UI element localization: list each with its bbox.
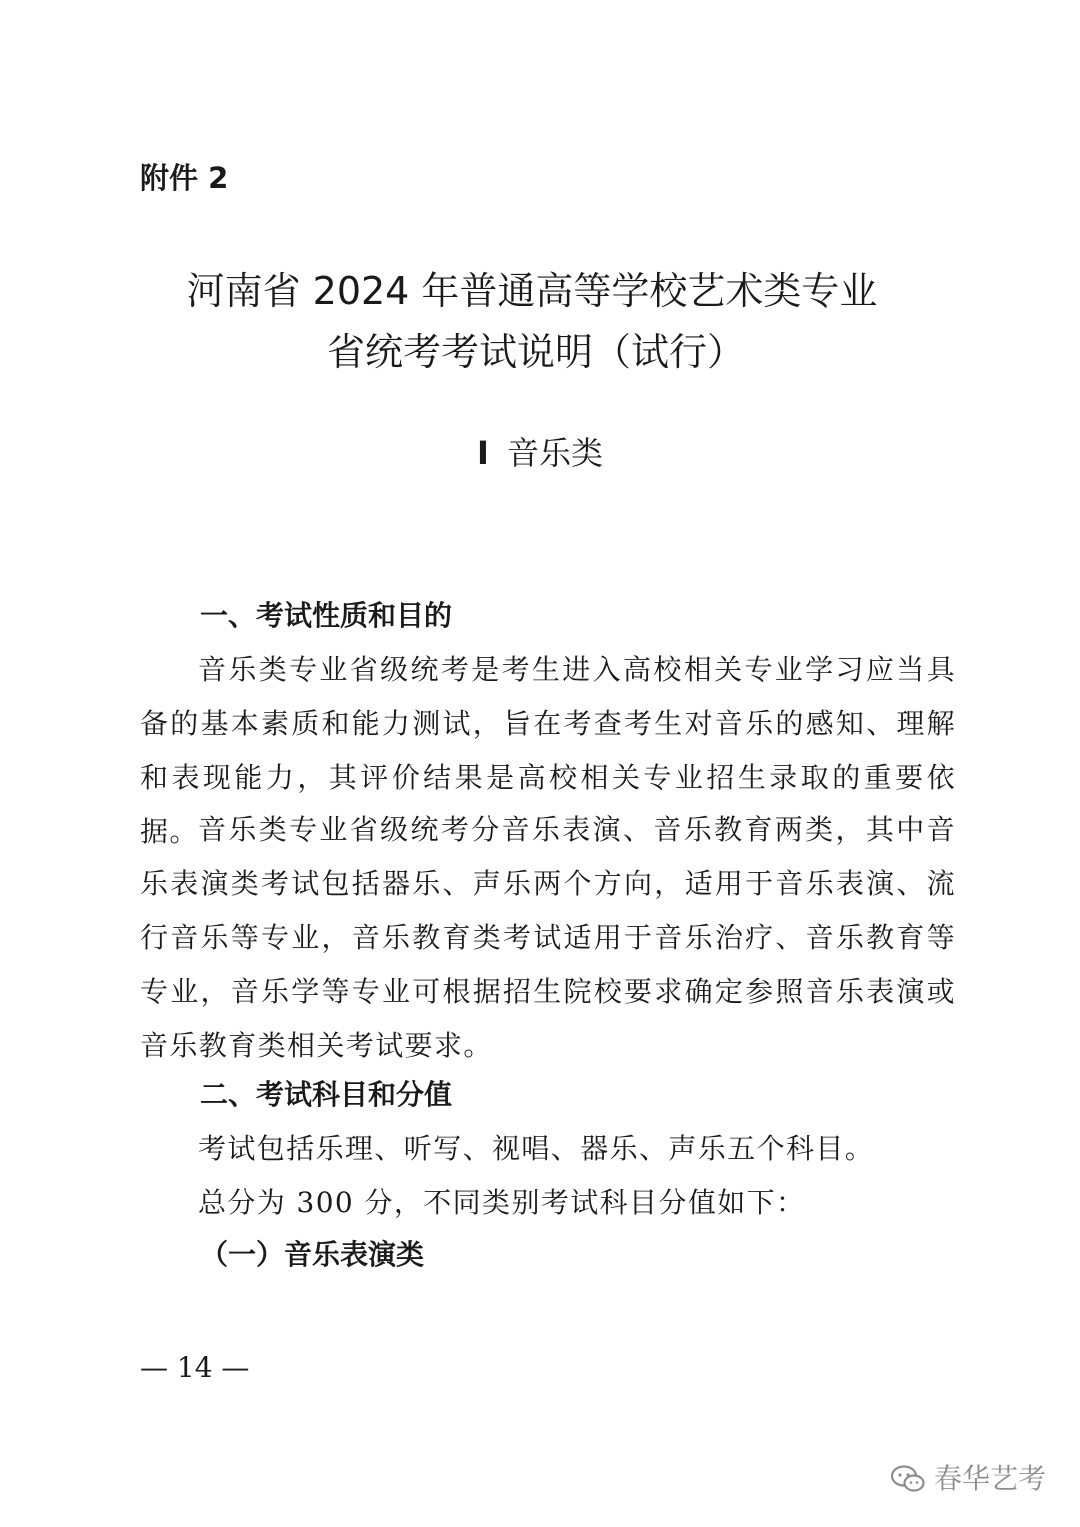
paragraph-exam-categories: 音乐类专业省级统考分音乐表演、音乐教育两类，其中音乐表演类考试包括器乐、声乐两个方向，适用于音乐表演、流行音乐等专业，音乐教育类考试适用于音乐治疗、音乐教育等专业，音乐学等专业可根据招生院校要求确定参照音乐表演或音乐教育类相关考试要求。 (140, 813, 956, 1062)
subheading-music-performance: （一）音乐表演类 (200, 1238, 425, 1271)
page-number: — 14 — (140, 1351, 250, 1384)
document-title-line-2: 省统考考试说明（试行） (326, 330, 745, 374)
document-title-line-1: 河南省 2024 年普通高等学校艺术类专业 (186, 269, 878, 313)
section-name: 音乐类 (506, 434, 603, 472)
heading-exam-nature: 一、考试性质和目的 (200, 599, 453, 632)
paragraph-exam-purpose: 音乐类专业省级统考是考生进入高校相关专业学习应当具备的基本素质和能力测试，旨在考查考生对音乐的感知、理解和表现能力，其评价结果是高校相关专业招生录取的重要依据。 (140, 653, 956, 848)
section-heading (0, 431, 1080, 475)
attachment-label: 附件 2 (140, 161, 229, 195)
heading-exam-subjects: 二、考试科目和分值 (200, 1078, 453, 1111)
section-number: Ⅰ (477, 434, 489, 472)
paragraph-total-score: 总分为 300 分，不同类别考试科目分值如下： (198, 1186, 806, 1219)
watermark (890, 1459, 1046, 1499)
wechat-icon (890, 1464, 926, 1494)
watermark-text: 春华艺考 (933, 1462, 1046, 1495)
paragraph-subjects-list: 考试包括乐理、听写、视唱、器乐、声乐五个科目。 (198, 1132, 875, 1165)
